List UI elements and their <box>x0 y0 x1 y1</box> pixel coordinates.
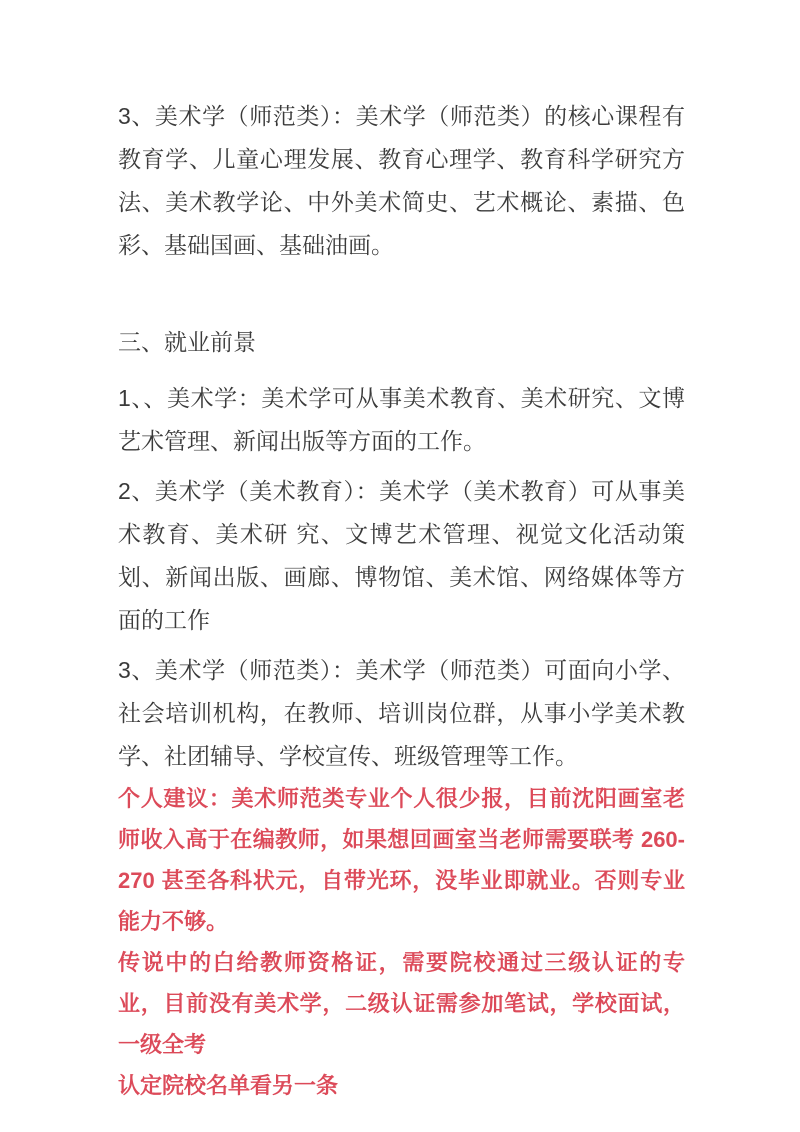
document-content <box>118 95 685 1106</box>
employment-paragraph-fine-arts: 1、、美术学：美术学可从事美术教育、美术研究、文博艺术管理、新闻出版等方面的工作。 <box>118 385 685 454</box>
employment-paragraph-normal-class: 3、美术学（师范类）：美术学（师范类）可面向小学、社会培训机构，在教师、培训岗位群，从事小学美术教学、社团辅导、学校宣传、班级管理等工作。 <box>118 657 685 769</box>
employment-paragraph-art-education: 2、美术学（美术教育）：美术学（美术教育）可从事美术教育、美术研 究、文博艺术管理、视觉文化活动策划、新闻出版、画廊、博物馆、美术馆、网络媒体等方面的工作 <box>118 478 685 633</box>
section-heading-employment-prospects: 三、就业前景 <box>118 329 256 355</box>
advice-paragraph-teacher-certificate: 传说中的白给教师资格证，需要院校通过三级认证的专业，目前没有美术学，二级认证需参加笔试，学校面试，一级全考 <box>118 950 685 1057</box>
advice-paragraph-personal-recommendation: 个人建议：美术师范类专业个人很少报，目前沈阳画室老师收入高于在编教师，如果想回画室当老师需要联考 260-270 甚至各科状元，自带光环，没毕业即就业。否则专业能力不够。 <box>118 786 685 934</box>
advice-paragraph-school-list-note: 认定院校名单看另一条 <box>118 1073 339 1098</box>
intro-paragraph-core-courses: 3、美术学（师范类）：美术学（师范类）的核心课程有教育学、儿童心理发展、教育心理学、教育科学研究方法、美术教学论、中外美术简史、艺术概论、素描、色彩、基础国画、基础油画。 <box>118 103 685 258</box>
